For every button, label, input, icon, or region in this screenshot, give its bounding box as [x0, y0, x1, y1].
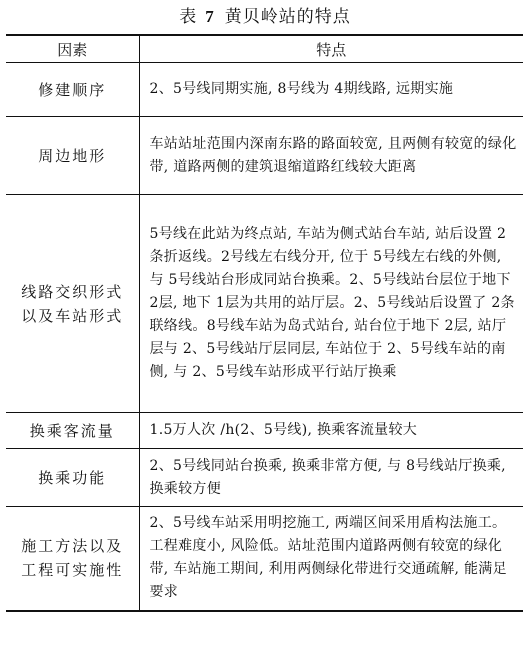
- row-factor: 换乘功能: [6, 449, 139, 507]
- row-factor: 修建顺序: [6, 63, 139, 117]
- caption-name: 黄贝岭站的特点: [224, 7, 351, 27]
- table-row: [6, 449, 523, 507]
- header-factor: 因素: [6, 35, 139, 63]
- header-feature: 特点: [139, 35, 523, 63]
- table-row: [6, 117, 523, 195]
- row-factor: 周边地形: [6, 117, 139, 195]
- row-feature: 2、5号线同期实施, 8号线为 4期线路, 远期实施: [139, 63, 523, 117]
- caption-prefix: 表: [179, 7, 198, 27]
- row-factor: 换乘客流量: [6, 413, 139, 449]
- caption-number: 7: [205, 7, 215, 26]
- header-row: [6, 35, 523, 63]
- row-feature: 2、5号线车站采用明挖施工, 两端区间采用盾构法施工。工程难度小, 风险低。站址范围内道路两侧有较宽的绿化带, 车站施工期间, 利用两侧绿化带进行交通疏解, 能满足要求: [139, 507, 523, 611]
- table-row: [6, 195, 523, 413]
- table-row: [6, 413, 523, 449]
- station-features-table: [6, 34, 523, 612]
- table-row: [6, 63, 523, 117]
- table-row: [6, 507, 523, 611]
- row-factor: 线路交织形式以及车站形式: [6, 195, 139, 413]
- row-feature: 2、5号线同站台换乘, 换乘非常方便, 与 8号线站厅换乘, 换乘较方便: [139, 449, 523, 507]
- row-feature: 车站站址范围内深南东路的路面较宽, 且两侧有较宽的绿化带, 道路两侧的建筑退缩道路红线较大距离: [139, 117, 523, 195]
- row-feature: 5号线在此站为终点站, 车站为侧式站台车站, 站后设置 2条折返线。2号线左右线分开, 位于 5号线左右线的外侧, 与 5号线站台形成同站台换乘。2、5号线站台层位于地下 2层, 地下 1层为共用的站厅层。2、5号线站后设置了 2条联络线。8号线车站为岛式站台, 站台位于地下 2层, 站厅层与 2、5号线站厅层同层, 车站位于 2、5号线车站的南侧, 与 2、5号线车站形成平行站厅换乘: [139, 195, 523, 413]
- table-caption: [0, 6, 530, 28]
- row-feature: 1.5万人次 /h(2、5号线), 换乘客流量较大: [139, 413, 523, 449]
- row-factor: 施工方法以及工程可实施性: [6, 507, 139, 611]
